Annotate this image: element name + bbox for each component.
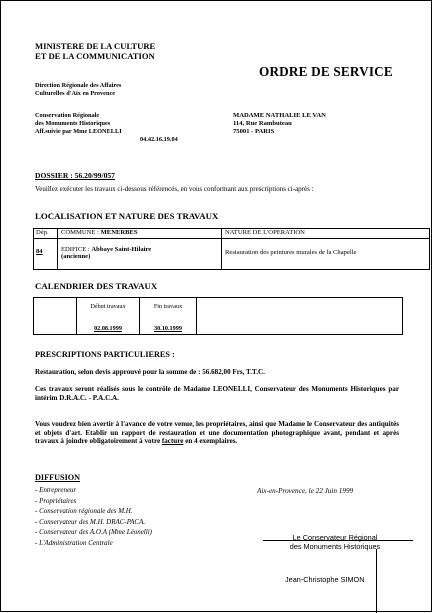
dossier-number: DOSSIER : 56.20/99/057 [35, 171, 115, 180]
diffusion-item: - Entrepreneur [35, 486, 77, 494]
localisation-heading: LOCALISATION ET NATURE DES TRAVAUX [35, 211, 219, 221]
conservation-office: Conservation Régionale des Monuments Historiques Aff.suivie par Mme LEONELLI [35, 112, 122, 135]
stamp-line-vertical [376, 549, 377, 613]
direction-name: Direction Régionale des Affaires Culturelles d'Aix en Provence [35, 82, 122, 97]
prescriptions-control-paragraph: Ces travaux seront réalisés sous le contrôle de Madame LEONELLI, Conservateur des Monuments Historiques par intérim D.R.A.C. - P.A.C.A. [35, 385, 399, 402]
localisation-table [33, 228, 430, 270]
prescriptions-heading: PRESCRIPTIONS PARTICULIERES : [35, 350, 175, 359]
calendrier-blank-cell [34, 298, 77, 335]
diffusion-heading: DIFFUSION [35, 473, 81, 482]
calendrier-table [33, 297, 403, 335]
addressee-block: MADAME NATHALIE LE VAN 114, Rue Rambuteau 75001 - PARIS [233, 112, 326, 135]
diffusion-item: - Conservateur des A.O.A (Mme Léonelli) [35, 528, 152, 537]
prescriptions-instructions-paragraph: Vous voudrez bien avertir à l'avance de votre venue, les propriétaires, ainsi que Madame le Conservateur des antiquités et objets d'art. Etablir un rapport de restauration et une documentation photographique avant, pendant et après travaux à joindre obligatoirement à votre facture en 4 exemplaires. [35, 420, 399, 446]
dep-value-cell: 84 [34, 239, 58, 270]
end-date-cell: Fin travaux 30.10.1999 [140, 298, 197, 335]
start-date-cell: Début travaux 02.08.1999 [77, 298, 140, 335]
signatory-title: Le Conservateur Régional des Monuments Historiques [289, 533, 381, 552]
calendrier-heading: CALENDRIER DES TRAVAUX [35, 281, 158, 291]
diffusion-item: - L'Administration Centrale [35, 538, 113, 547]
calendrier-notes-cell [197, 298, 403, 335]
prescriptions-quote: Restauration, selon devis approuvé pour la somme de : 56.682,00 Frs, T.T.C. [35, 368, 265, 376]
intro-text: Veuillez exécuter les travaux ci-dessous référencés, en vous conformant aux prescriptions ci-après : [35, 185, 314, 193]
commune-cell: COMMUNE : MENERBES [58, 229, 222, 239]
place-and-date: Aix-en-Provence, le 22 Juin 1999 [257, 487, 354, 495]
dep-label-cell: Dép. [34, 229, 58, 239]
diffusion-item: - Propriétaires [35, 496, 77, 505]
signatory-name: Jean-Christophe SIMON [285, 575, 365, 584]
edifice-cell: EDIFICE : Abbaye Saint-Hilaire (ancienne) [58, 239, 222, 270]
ministry-name: MINISTERE DE LA CULTURE ET DE LA COMMUNICATION [35, 41, 156, 61]
document-title: ORDRE DE SERVICE [259, 64, 393, 79]
nature-value-cell: Restauration des peintures murales de la Chapelle [222, 239, 430, 270]
nature-label-cell: NATURE DE L'OPERATION [222, 229, 430, 239]
diffusion-item: - Conservation régionale des M.H. [35, 507, 133, 516]
diffusion-list [35, 485, 152, 549]
diffusion-item: - Conservateur des M.H. DRAC-PACA. [35, 517, 146, 526]
sender-phone: 04.42.16.19.04 [140, 136, 178, 143]
